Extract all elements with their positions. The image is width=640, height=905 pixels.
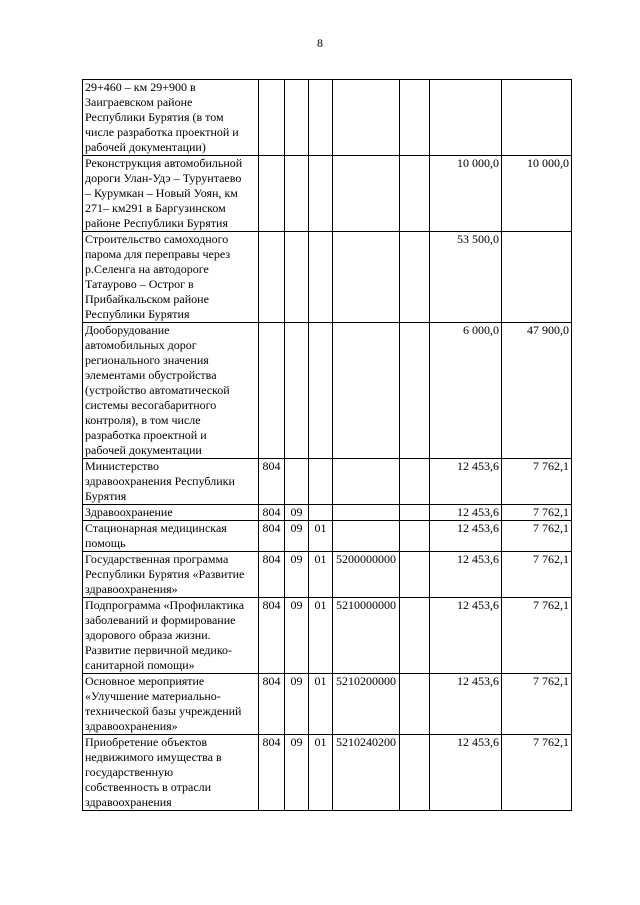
section-code-cell: 09 [285, 674, 309, 735]
item-name-cell [83, 232, 259, 323]
item-name-line: Прибайкальском районе [85, 292, 209, 306]
amount-cell-1: 53 500,0 [430, 232, 502, 323]
item-name-line: 271– км291 в Баргузинском [85, 201, 226, 215]
table-row [83, 521, 572, 552]
item-name-line: Здравоохранение [85, 505, 173, 519]
table-row [83, 598, 572, 674]
section-code-cell [285, 80, 309, 156]
table-row [83, 459, 572, 505]
amount-cell-2 [502, 232, 572, 323]
target-article-cell [333, 323, 400, 459]
item-name-cell [83, 735, 259, 811]
item-name-line: Республики Бурятия [85, 307, 190, 321]
amount-cell-1 [430, 80, 502, 156]
item-name-line: р.Селенга на автодороге [85, 262, 209, 276]
subsection-code-cell: 01 [309, 674, 333, 735]
table-row [83, 232, 572, 323]
item-name-line: системы весогабаритного [85, 398, 217, 412]
item-name-line: дороги Улан-Удэ – Турунтаево [85, 171, 242, 185]
target-article-cell [333, 459, 400, 505]
amount-cell-2 [502, 80, 572, 156]
expense-type-cell [400, 552, 430, 598]
item-name-line: собственность в отрасли [85, 780, 212, 794]
item-name-line: элементами обустройства [85, 368, 217, 382]
item-name-line: санитарной помощи» [85, 658, 195, 672]
ministry-code-cell: 804 [259, 505, 285, 521]
table-row [83, 323, 572, 459]
subsection-code-cell: 01 [309, 598, 333, 674]
item-name-line: районе Республики Бурятия [85, 216, 228, 230]
amount-cell-1: 12 453,6 [430, 459, 502, 505]
target-article-cell [333, 521, 400, 552]
ministry-code-cell [259, 232, 285, 323]
ministry-code-cell: 804 [259, 459, 285, 505]
amount-cell-1: 12 453,6 [430, 505, 502, 521]
ministry-code-cell: 804 [259, 735, 285, 811]
amount-cell-2: 7 762,1 [502, 505, 572, 521]
item-name-line: Республики Бурятия «Развитие [85, 567, 245, 581]
ministry-code-cell: 804 [259, 674, 285, 735]
item-name-line: Министерство [85, 459, 159, 473]
item-name-cell [83, 80, 259, 156]
item-name-line: Основное мероприятие [85, 674, 205, 688]
item-name-line: здорового образа жизни. [85, 628, 211, 642]
subsection-code-cell [309, 505, 333, 521]
expense-type-cell [400, 598, 430, 674]
section-code-cell [285, 323, 309, 459]
subsection-code-cell [309, 156, 333, 232]
table-row [83, 735, 572, 811]
subsection-code-cell: 01 [309, 735, 333, 811]
item-name-line: Татаурово – Острог в [85, 277, 194, 291]
amount-cell-1: 12 453,6 [430, 674, 502, 735]
item-name-line: Республики Бурятия (в том [85, 110, 224, 124]
table-row [83, 674, 572, 735]
amount-cell-2: 7 762,1 [502, 674, 572, 735]
expense-type-cell [400, 459, 430, 505]
subsection-code-cell [309, 459, 333, 505]
amount-cell-2: 10 000,0 [502, 156, 572, 232]
expense-type-cell [400, 80, 430, 156]
subsection-code-cell [309, 232, 333, 323]
table-row [83, 156, 572, 232]
amount-cell-2: 7 762,1 [502, 598, 572, 674]
item-name-cell [83, 521, 259, 552]
ministry-code-cell: 804 [259, 521, 285, 552]
item-name-line: Реконструкция автомобильной [85, 156, 243, 170]
ministry-code-cell [259, 80, 285, 156]
table-row [83, 552, 572, 598]
section-code-cell: 09 [285, 552, 309, 598]
item-name-line: Бурятия [85, 489, 127, 503]
item-name-line: числе разработка проектной и [85, 125, 239, 139]
item-name-line: Государственная программа [85, 552, 229, 566]
ministry-code-cell: 804 [259, 598, 285, 674]
amount-cell-2: 7 762,1 [502, 521, 572, 552]
item-name-line: «Улучшение материально- [85, 689, 221, 703]
item-name-line: здравоохранения» [85, 582, 178, 596]
expense-type-cell [400, 735, 430, 811]
item-name-line: автомобильных дорог [85, 338, 197, 352]
subsection-code-cell: 01 [309, 552, 333, 598]
item-name-line: контроля), в том числе [85, 413, 201, 427]
expense-type-cell [400, 505, 430, 521]
expense-type-cell [400, 156, 430, 232]
target-article-cell: 5210000000 [333, 598, 400, 674]
amount-cell-1: 12 453,6 [430, 521, 502, 552]
ministry-code-cell: 804 [259, 552, 285, 598]
item-name-cell [83, 323, 259, 459]
target-article-cell: 5210240200 [333, 735, 400, 811]
amount-cell-1: 12 453,6 [430, 552, 502, 598]
item-name-line: разработка проектной и [85, 428, 207, 442]
item-name-line: Строительство самоходного [85, 232, 229, 246]
amount-cell-1: 10 000,0 [430, 156, 502, 232]
ministry-code-cell [259, 323, 285, 459]
expense-type-cell [400, 521, 430, 552]
item-name-line: регионального значения [85, 353, 209, 367]
subsection-code-cell [309, 80, 333, 156]
section-code-cell [285, 156, 309, 232]
subsection-code-cell: 01 [309, 521, 333, 552]
amount-cell-1: 12 453,6 [430, 598, 502, 674]
item-name-line: 29+460 – км 29+900 в [85, 80, 196, 94]
item-name-line: недвижимого имущества в [85, 750, 222, 764]
target-article-cell [333, 232, 400, 323]
expense-type-cell [400, 232, 430, 323]
item-name-line: Приобретение объектов [85, 735, 208, 749]
page-number: 8 [317, 36, 323, 50]
item-name-line: Дооборудование [85, 323, 170, 337]
expense-type-cell [400, 323, 430, 459]
subsection-code-cell [309, 323, 333, 459]
item-name-cell [83, 156, 259, 232]
amount-cell-1: 12 453,6 [430, 735, 502, 811]
item-name-line: Развитие первичной медико- [85, 643, 233, 657]
item-name-line: парома для переправы через [85, 247, 231, 261]
target-article-cell [333, 80, 400, 156]
target-article-cell: 5200000000 [333, 552, 400, 598]
amount-cell-2: 7 762,1 [502, 459, 572, 505]
item-name-line: помощь [85, 536, 126, 550]
item-name-line: технической базы учреждений [85, 704, 242, 718]
budget-table [82, 79, 572, 811]
item-name-line: рабочей документации [85, 443, 202, 457]
section-code-cell: 09 [285, 598, 309, 674]
target-article-cell: 5210200000 [333, 674, 400, 735]
section-code-cell: 09 [285, 735, 309, 811]
item-name-line: здравоохранения Республики [85, 474, 235, 488]
item-name-cell [83, 552, 259, 598]
item-name-line: здравоохранения» [85, 719, 178, 733]
item-name-line: здравоохранения [85, 795, 172, 809]
item-name-line: Заиграевском районе [85, 95, 193, 109]
amount-cell-1: 6 000,0 [430, 323, 502, 459]
item-name-cell [83, 598, 259, 674]
item-name-line: (устройство автоматической [85, 383, 230, 397]
ministry-code-cell [259, 156, 285, 232]
section-code-cell: 09 [285, 521, 309, 552]
item-name-line: – Курумкан – Новый Уоян, км [85, 186, 238, 200]
section-code-cell [285, 232, 309, 323]
table-row [83, 80, 572, 156]
item-name-line: государственную [85, 765, 174, 779]
table-row [83, 505, 572, 521]
target-article-cell [333, 156, 400, 232]
item-name-line: Подпрограмма «Профилактика [85, 598, 245, 612]
item-name-line: Стационарная медицинская [85, 521, 227, 535]
section-code-cell: 09 [285, 505, 309, 521]
amount-cell-2: 7 762,1 [502, 552, 572, 598]
amount-cell-2: 47 900,0 [502, 323, 572, 459]
item-name-line: заболеваний и формирование [85, 613, 236, 627]
item-name-line: рабочей документации) [85, 140, 206, 154]
item-name-cell [83, 674, 259, 735]
amount-cell-2: 7 762,1 [502, 735, 572, 811]
item-name-cell [83, 459, 259, 505]
expense-type-cell [400, 674, 430, 735]
item-name-cell [83, 505, 259, 521]
section-code-cell [285, 459, 309, 505]
target-article-cell [333, 505, 400, 521]
